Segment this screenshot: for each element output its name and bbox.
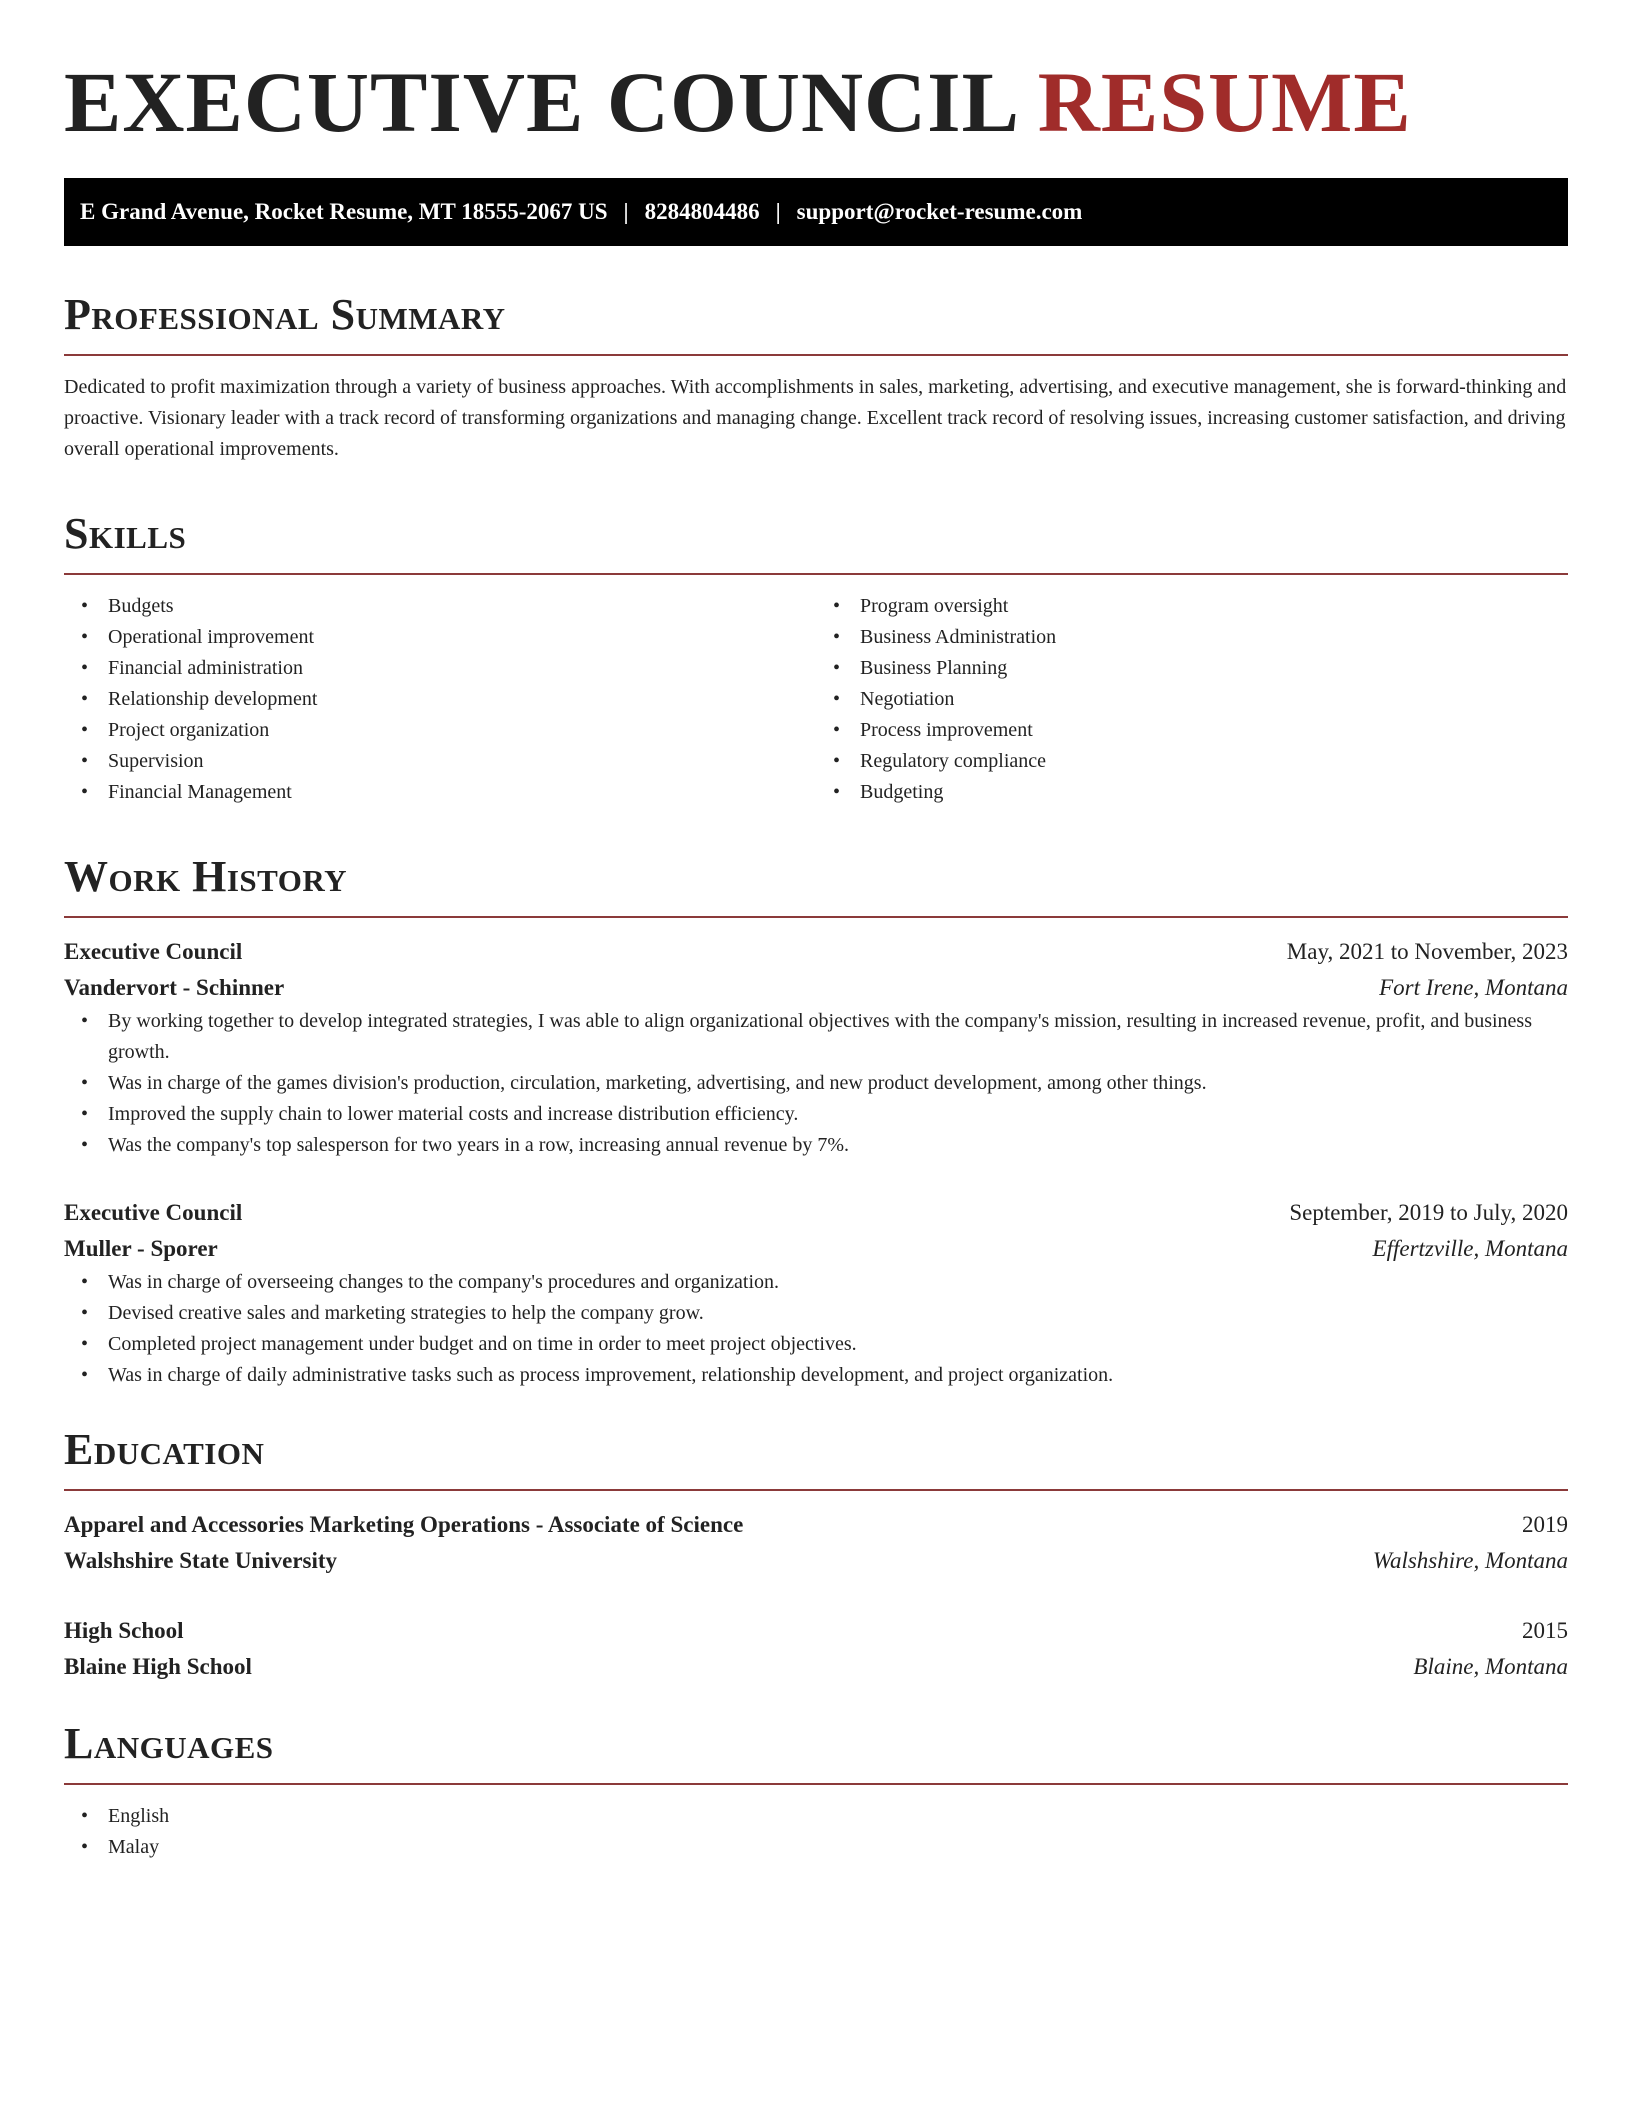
education-school-row: [64, 1543, 1568, 1579]
job-header-row: [64, 1195, 1568, 1231]
education-year: 2019: [1522, 1512, 1568, 1537]
education-entry: [64, 1613, 1568, 1685]
job-location: Effertzville, Montana: [1372, 1236, 1568, 1261]
header-title-first: EXECUTIVE COUNCIL: [64, 54, 1016, 150]
job-bullet: • Was in charge of the games division's production, circulation, marketing, advertising, and new product development, among other things.: [108, 1068, 1568, 1099]
job-title: Executive Council: [64, 939, 243, 964]
job-header-row: [64, 934, 1568, 970]
job-bullet-list: [64, 1267, 1568, 1391]
job-entry: [64, 934, 1568, 1161]
section-divider: [64, 1489, 1568, 1491]
job-company: Muller - Sporer: [64, 1236, 218, 1261]
job-bullet: • Was the company's top salesperson for two years in a row, increasing annual revenue by 7%.: [108, 1130, 1568, 1161]
skill-item: • Financial administration: [108, 653, 816, 684]
contact-bar: [64, 178, 1568, 246]
languages-list: [64, 1801, 1568, 1863]
section-title-education: Education: [64, 1425, 265, 1474]
skill-item: • Relationship development: [108, 684, 816, 715]
contact-email[interactable]: support@rocket-resume.com: [796, 199, 1083, 224]
skill-item: • Financial Management: [108, 777, 816, 808]
summary-section: [64, 290, 1568, 465]
skill-item: • Supervision: [108, 746, 816, 777]
skill-item: • Budgets: [108, 591, 816, 622]
contact-phone: 8284804486: [644, 199, 760, 224]
section-title-skills: Skills: [64, 509, 187, 558]
skills-column-left: [64, 591, 816, 808]
skill-item: • Budgeting: [860, 777, 1568, 808]
education-entry: [64, 1507, 1568, 1579]
education-degree: High School: [64, 1618, 184, 1643]
header-title-last: RESUME: [1037, 54, 1412, 150]
skills-section: [64, 509, 1568, 808]
education-location: Walshshire, Montana: [1372, 1548, 1568, 1573]
summary-text: Dedicated to profit maximization through a variety of business approaches. With accomplishments in sales, marketing, advertising, and executive management, she is forward-thinking and proactive. Visionary leader with a track record of transforming organizations and managing change. Excellent track record of resolving issues, increasing customer satisfaction, and driving overall operational improvements.: [64, 376, 1567, 460]
education-location: Blaine, Montana: [1413, 1654, 1568, 1679]
job-bullet: • By working together to develop integrated strategies, I was able to align organizational objectives with the company's mission, resulting in increased revenue, profit, and business growth.: [108, 1006, 1568, 1068]
skill-item: • Program oversight: [860, 591, 1568, 622]
language-item: • English: [108, 1801, 1568, 1832]
contact-separator: |: [775, 199, 781, 224]
skills-grid: [64, 591, 1568, 808]
skill-item: • Operational improvement: [108, 622, 816, 653]
job-dates: September, 2019 to July, 2020: [1289, 1200, 1568, 1225]
skill-item: • Business Administration: [860, 622, 1568, 653]
skill-item: • Negotiation: [860, 684, 1568, 715]
job-bullet: • Was in charge of overseeing changes to the company's procedures and organization.: [108, 1267, 1568, 1298]
section-divider: [64, 1783, 1568, 1785]
job-bullet-list: [64, 1006, 1568, 1161]
job-location: Fort Irene, Montana: [1379, 975, 1568, 1000]
language-item: • Malay: [108, 1832, 1568, 1863]
skill-item: • Regulatory compliance: [860, 746, 1568, 777]
education-degree-row: [64, 1507, 1568, 1543]
education-year: 2015: [1522, 1618, 1568, 1643]
job-bullet: • Completed project management under budget and on time in order to meet project objectives.: [108, 1329, 1568, 1360]
education-school: Blaine High School: [64, 1654, 252, 1679]
job-dates: May, 2021 to November, 2023: [1286, 939, 1568, 964]
skill-item: • Process improvement: [860, 715, 1568, 746]
skill-item: • Project organization: [108, 715, 816, 746]
job-company: Vandervort - Schinner: [64, 975, 285, 1000]
education-school-row: [64, 1649, 1568, 1685]
languages-section: [64, 1719, 1568, 1863]
job-bullet: • Was in charge of daily administrative tasks such as process improvement, relationship development, and project organization.: [108, 1360, 1568, 1391]
contact-separator: |: [623, 199, 629, 224]
job-company-row: [64, 970, 1568, 1006]
skill-item: • Business Planning: [860, 653, 1568, 684]
job-company-row: [64, 1231, 1568, 1267]
job-entry: [64, 1195, 1568, 1391]
section-title-languages: Languages: [64, 1719, 274, 1768]
section-divider: [64, 916, 1568, 918]
work-history-section: [64, 852, 1568, 1391]
skills-column-right: [816, 591, 1568, 808]
contact-address: E Grand Avenue, Rocket Resume, MT 18555-2067 US: [80, 199, 608, 224]
section-title-work-history: Work History: [64, 852, 348, 901]
section-title-summary: Professional Summary: [64, 290, 506, 339]
section-divider: [64, 354, 1568, 356]
job-title: Executive Council: [64, 1200, 243, 1225]
education-school: Walshshire State University: [64, 1548, 338, 1573]
job-bullet: • Improved the supply chain to lower material costs and increase distribution efficiency.: [108, 1099, 1568, 1130]
education-section: [64, 1425, 1568, 1685]
education-degree: Apparel and Accessories Marketing Operations - Associate of Science: [64, 1512, 744, 1537]
section-divider: [64, 573, 1568, 575]
resume-header: [64, 52, 1568, 152]
job-bullet: • Devised creative sales and marketing strategies to help the company grow.: [108, 1298, 1568, 1329]
education-degree-row: [64, 1613, 1568, 1649]
